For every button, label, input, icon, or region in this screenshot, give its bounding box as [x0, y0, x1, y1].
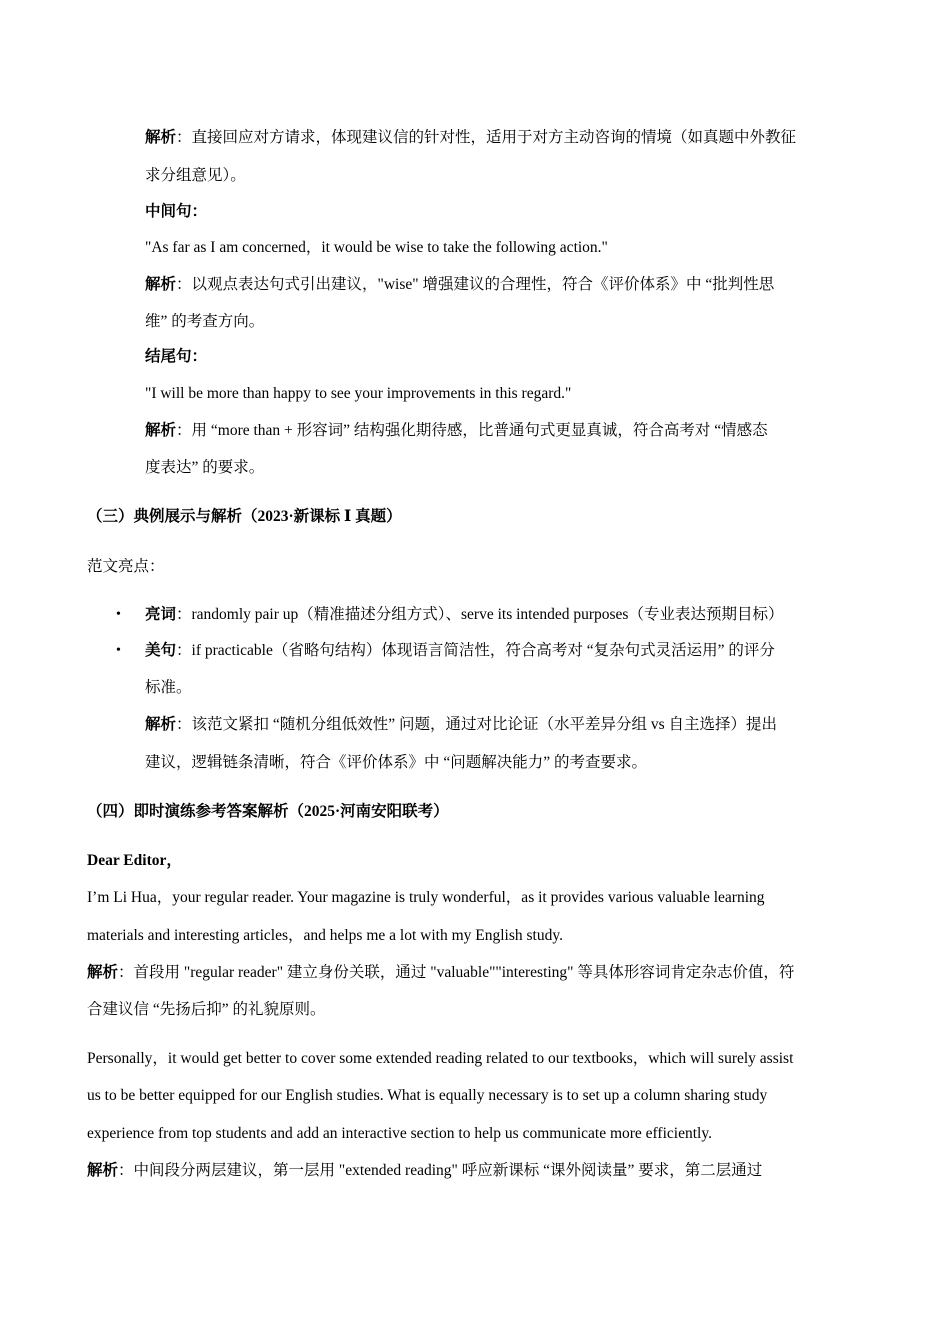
highlight-label: 范文亮点：	[87, 558, 165, 575]
letter-paragraph-2: Personally，it would get better to cover some extended reading related to our textbooks，which will surely assist	[87, 1050, 794, 1067]
analysis-2-cont: 维” 的考查方向。	[145, 313, 265, 330]
highlight-item-words	[145, 605, 783, 625]
analysis-text: ：该范文紧扣 “随机分组低效性” 问题，通过对比论证（水平差异分组 vs 自主选择）提出	[176, 716, 778, 733]
analysis-label: 解析	[87, 1162, 119, 1179]
section-4-heading: （四）即时演练参考答案解析（2025·河南安阳联考）	[87, 803, 449, 820]
section-4-analysis-1-cont: 合建议信 “先扬后抑” 的礼貌原则。	[87, 1001, 326, 1018]
item-text: ：if practicable（省略句结构）体现语言简洁性，符合高考对 “复杂句式灵活运用” 的评分	[176, 642, 775, 659]
letter-paragraph-1: I’m Li Hua，your regular reader. Your magazine is truly wonderful，as it provides various valuable learning	[87, 889, 765, 906]
analysis-1-cont: 求分组意见）。	[145, 167, 246, 184]
analysis-3-cont: 度表达” 的要求。	[145, 459, 265, 476]
analysis-label: 解析	[145, 276, 177, 293]
section-3-heading: （三）典例展示与解析（2023·新课标 Ⅰ 真题）	[87, 508, 402, 525]
analysis-3	[145, 421, 768, 441]
item-label: 美句	[145, 642, 177, 659]
analysis-text: ：用 “more than + 形容词” 结构强化期待感，比普通句式更显真诚，符合高考对 “情感态	[176, 422, 768, 439]
bullet-icon: •	[116, 607, 121, 622]
highlight-item-sentences-cont: 标准。	[145, 679, 192, 696]
end-sentence: "I will be more than happy to see your improvements in this regard."	[145, 385, 572, 402]
section-3-analysis	[145, 715, 777, 735]
highlight-item-sentences	[145, 641, 775, 661]
letter-greeting: Dear Editor，	[87, 852, 182, 869]
analysis-label: 解析	[145, 422, 177, 439]
section-4-analysis-2	[87, 1161, 762, 1181]
bullet-icon: •	[116, 643, 121, 658]
analysis-1	[145, 128, 796, 148]
analysis-text: ：中间段分两层建议，第一层用 "extended reading" 呼应新课标 “课外阅读量” 要求，第二层通过	[118, 1162, 763, 1179]
item-text: ：randomly pair up（精准描述分组方式）、serve its intended purposes（专业表达预期目标）	[176, 606, 784, 623]
analysis-2	[145, 275, 774, 295]
section-4-analysis-1	[87, 963, 794, 983]
section-3-analysis-cont: 建议，逻辑链条清晰，符合《评价体系》中 “问题解决能力” 的考查要求。	[145, 754, 648, 771]
analysis-label: 解析	[145, 716, 177, 733]
item-label: 亮词	[145, 606, 177, 623]
end-sentence-heading: 结尾句：	[145, 348, 208, 365]
analysis-label: 解析	[87, 964, 119, 981]
analysis-text: ：首段用 "regular reader" 建立身份关联，通过 "valuable""interesting" 等具体形容词肯定杂志价值，符	[118, 964, 795, 981]
letter-paragraph-2-cont: us to be better equipped for our English studies. What is equally necessary is to set up a column sharing study	[87, 1087, 768, 1104]
analysis-text: ：以观点表达句式引出建议，"wise" 增强建议的合理性，符合《评价体系》中 “批判性思	[176, 276, 775, 293]
letter-paragraph-2-cont: experience from top students and add an interactive section to help us communicate more efficiently.	[87, 1125, 712, 1142]
middle-sentence-heading: 中间句：	[145, 203, 208, 220]
letter-paragraph-1-cont: materials and interesting articles，and helps me a lot with my English study.	[87, 927, 563, 944]
analysis-text: ：直接回应对方请求，体现建议信的针对性，适用于对方主动咨询的情境（如真题中外教征	[176, 129, 797, 146]
middle-sentence: "As far as I am concerned，it would be wise to take the following action."	[145, 239, 608, 256]
analysis-label: 解析	[145, 129, 177, 146]
